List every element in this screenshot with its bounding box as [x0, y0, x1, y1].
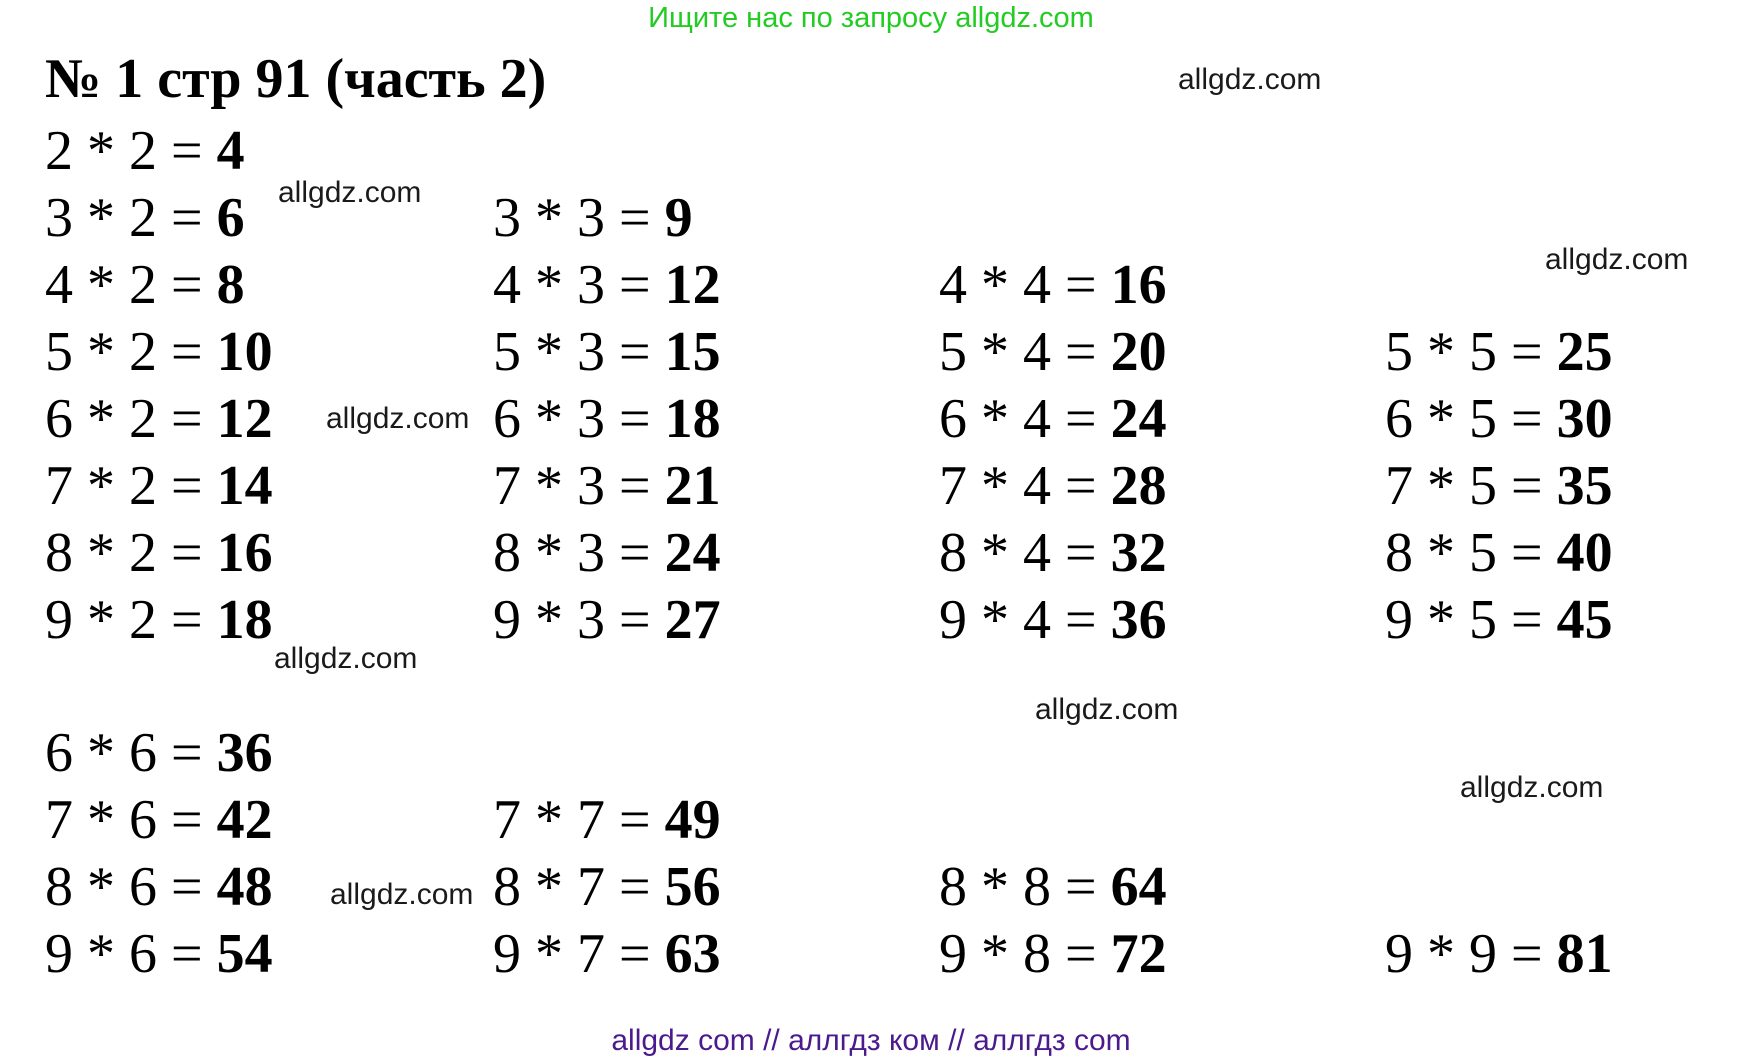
watermark: allgdz.com [1035, 693, 1179, 726]
equation-result: 28 [1110, 455, 1167, 517]
equation [45, 186, 245, 250]
search-banner: Ищите нас по запросу allgdz.com [648, 2, 1094, 34]
equation-result: 49 [664, 789, 721, 851]
equation-result: 56 [664, 856, 721, 918]
equation [493, 320, 721, 384]
equation [493, 253, 721, 317]
equation [45, 119, 245, 183]
equation-result: 40 [1556, 522, 1613, 584]
equation-result: 54 [216, 923, 273, 985]
watermark: allgdz.com [278, 176, 422, 209]
equation [1385, 387, 1613, 451]
equation-expression: 5 * 4 = [939, 321, 1111, 383]
equation-expression: 9 * 2 = [45, 589, 217, 651]
equation-result: 10 [216, 321, 273, 383]
watermark: allgdz.com [1460, 771, 1604, 804]
equation-result: 32 [1110, 522, 1167, 584]
equation-result: 63 [664, 923, 721, 985]
equation-expression: 6 * 3 = [493, 388, 665, 450]
equation [939, 855, 1167, 919]
equation-result: 8 [216, 254, 245, 316]
equation-result: 14 [216, 455, 273, 517]
equation [939, 588, 1167, 652]
equation-expression: 3 * 3 = [493, 187, 665, 249]
equation-result: 4 [216, 120, 245, 182]
equation-expression: 6 * 5 = [1385, 388, 1557, 450]
equation-result: 42 [216, 789, 273, 851]
equation-expression: 8 * 7 = [493, 856, 665, 918]
equation-expression: 9 * 5 = [1385, 589, 1557, 651]
equation-result: 27 [664, 589, 721, 651]
equation-expression: 9 * 6 = [45, 923, 217, 985]
equation-result: 18 [216, 589, 273, 651]
equation-result: 12 [664, 254, 721, 316]
equation [45, 588, 273, 652]
equation [939, 253, 1167, 317]
equation-result: 24 [664, 522, 721, 584]
equation-expression: 7 * 4 = [939, 455, 1111, 517]
equation-expression: 9 * 9 = [1385, 923, 1557, 985]
equation-expression: 4 * 2 = [45, 254, 217, 316]
equation-expression: 7 * 3 = [493, 455, 665, 517]
equation [1385, 320, 1613, 384]
equation-expression: 9 * 8 = [939, 923, 1111, 985]
equation-expression: 8 * 3 = [493, 522, 665, 584]
equation [1385, 454, 1613, 518]
equation [45, 454, 273, 518]
watermark: allgdz.com [274, 642, 418, 675]
equation-result: 20 [1110, 321, 1167, 383]
equation-expression: 3 * 2 = [45, 187, 217, 249]
equation-expression: 6 * 6 = [45, 722, 217, 784]
equation-result: 15 [664, 321, 721, 383]
equation [45, 521, 273, 585]
equation [493, 788, 721, 852]
equation-result: 18 [664, 388, 721, 450]
equation-expression: 8 * 6 = [45, 856, 217, 918]
equation [45, 788, 273, 852]
equation-expression: 7 * 5 = [1385, 455, 1557, 517]
equation [45, 387, 273, 451]
equation-expression: 4 * 3 = [493, 254, 665, 316]
equation [45, 320, 273, 384]
equation-expression: 6 * 4 = [939, 388, 1111, 450]
equation-result: 35 [1556, 455, 1613, 517]
equation-result: 12 [216, 388, 273, 450]
equation-expression: 8 * 4 = [939, 522, 1111, 584]
equation-result: 25 [1556, 321, 1613, 383]
equation [45, 721, 273, 785]
equation-result: 6 [216, 187, 245, 249]
equation [493, 454, 721, 518]
equation [493, 521, 721, 585]
equation-result: 36 [1110, 589, 1167, 651]
equation [45, 253, 245, 317]
equation [939, 320, 1167, 384]
equation-result: 36 [216, 722, 273, 784]
watermark: allgdz.com [1178, 63, 1322, 96]
equation [493, 922, 721, 986]
equation-result: 72 [1110, 923, 1167, 985]
equation-expression: 8 * 5 = [1385, 522, 1557, 584]
equation-result: 16 [216, 522, 273, 584]
equation-result: 30 [1556, 388, 1613, 450]
equation-expression: 4 * 4 = [939, 254, 1111, 316]
equation [493, 387, 721, 451]
equation-expression: 8 * 8 = [939, 856, 1111, 918]
equation [1385, 922, 1613, 986]
equation-result: 9 [664, 187, 693, 249]
equation [493, 588, 721, 652]
equation [939, 521, 1167, 585]
equation-result: 64 [1110, 856, 1167, 918]
equation-expression: 5 * 2 = [45, 321, 217, 383]
equation-result: 24 [1110, 388, 1167, 450]
equation [493, 855, 721, 919]
equation-expression: 2 * 2 = [45, 120, 217, 182]
equation-expression: 9 * 4 = [939, 589, 1111, 651]
watermark: allgdz.com [1545, 243, 1689, 276]
equation-result: 48 [216, 856, 273, 918]
equation [1385, 588, 1613, 652]
equation-expression: 7 * 2 = [45, 455, 217, 517]
equation-result: 81 [1556, 923, 1613, 985]
equation-expression: 6 * 2 = [45, 388, 217, 450]
equation [939, 922, 1167, 986]
equation [939, 454, 1167, 518]
equation-expression: 9 * 7 = [493, 923, 665, 985]
equation-result: 21 [664, 455, 721, 517]
equation-expression: 9 * 3 = [493, 589, 665, 651]
equation [45, 922, 273, 986]
footer-links: allgdz com // аллгдз ком // аллгдз com [611, 1024, 1131, 1057]
equation-expression: 5 * 5 = [1385, 321, 1557, 383]
equation-result: 45 [1556, 589, 1613, 651]
equation [493, 186, 693, 250]
equation-expression: 8 * 2 = [45, 522, 217, 584]
watermark: allgdz.com [330, 878, 474, 911]
equation [1385, 521, 1613, 585]
equation [45, 855, 273, 919]
equation-expression: 7 * 6 = [45, 789, 217, 851]
watermark: allgdz.com [326, 402, 470, 435]
equation-result: 16 [1110, 254, 1167, 316]
equation [939, 387, 1167, 451]
equation-expression: 5 * 3 = [493, 321, 665, 383]
equation-expression: 7 * 7 = [493, 789, 665, 851]
page-title: № 1 стр 91 (часть 2) [45, 48, 547, 110]
